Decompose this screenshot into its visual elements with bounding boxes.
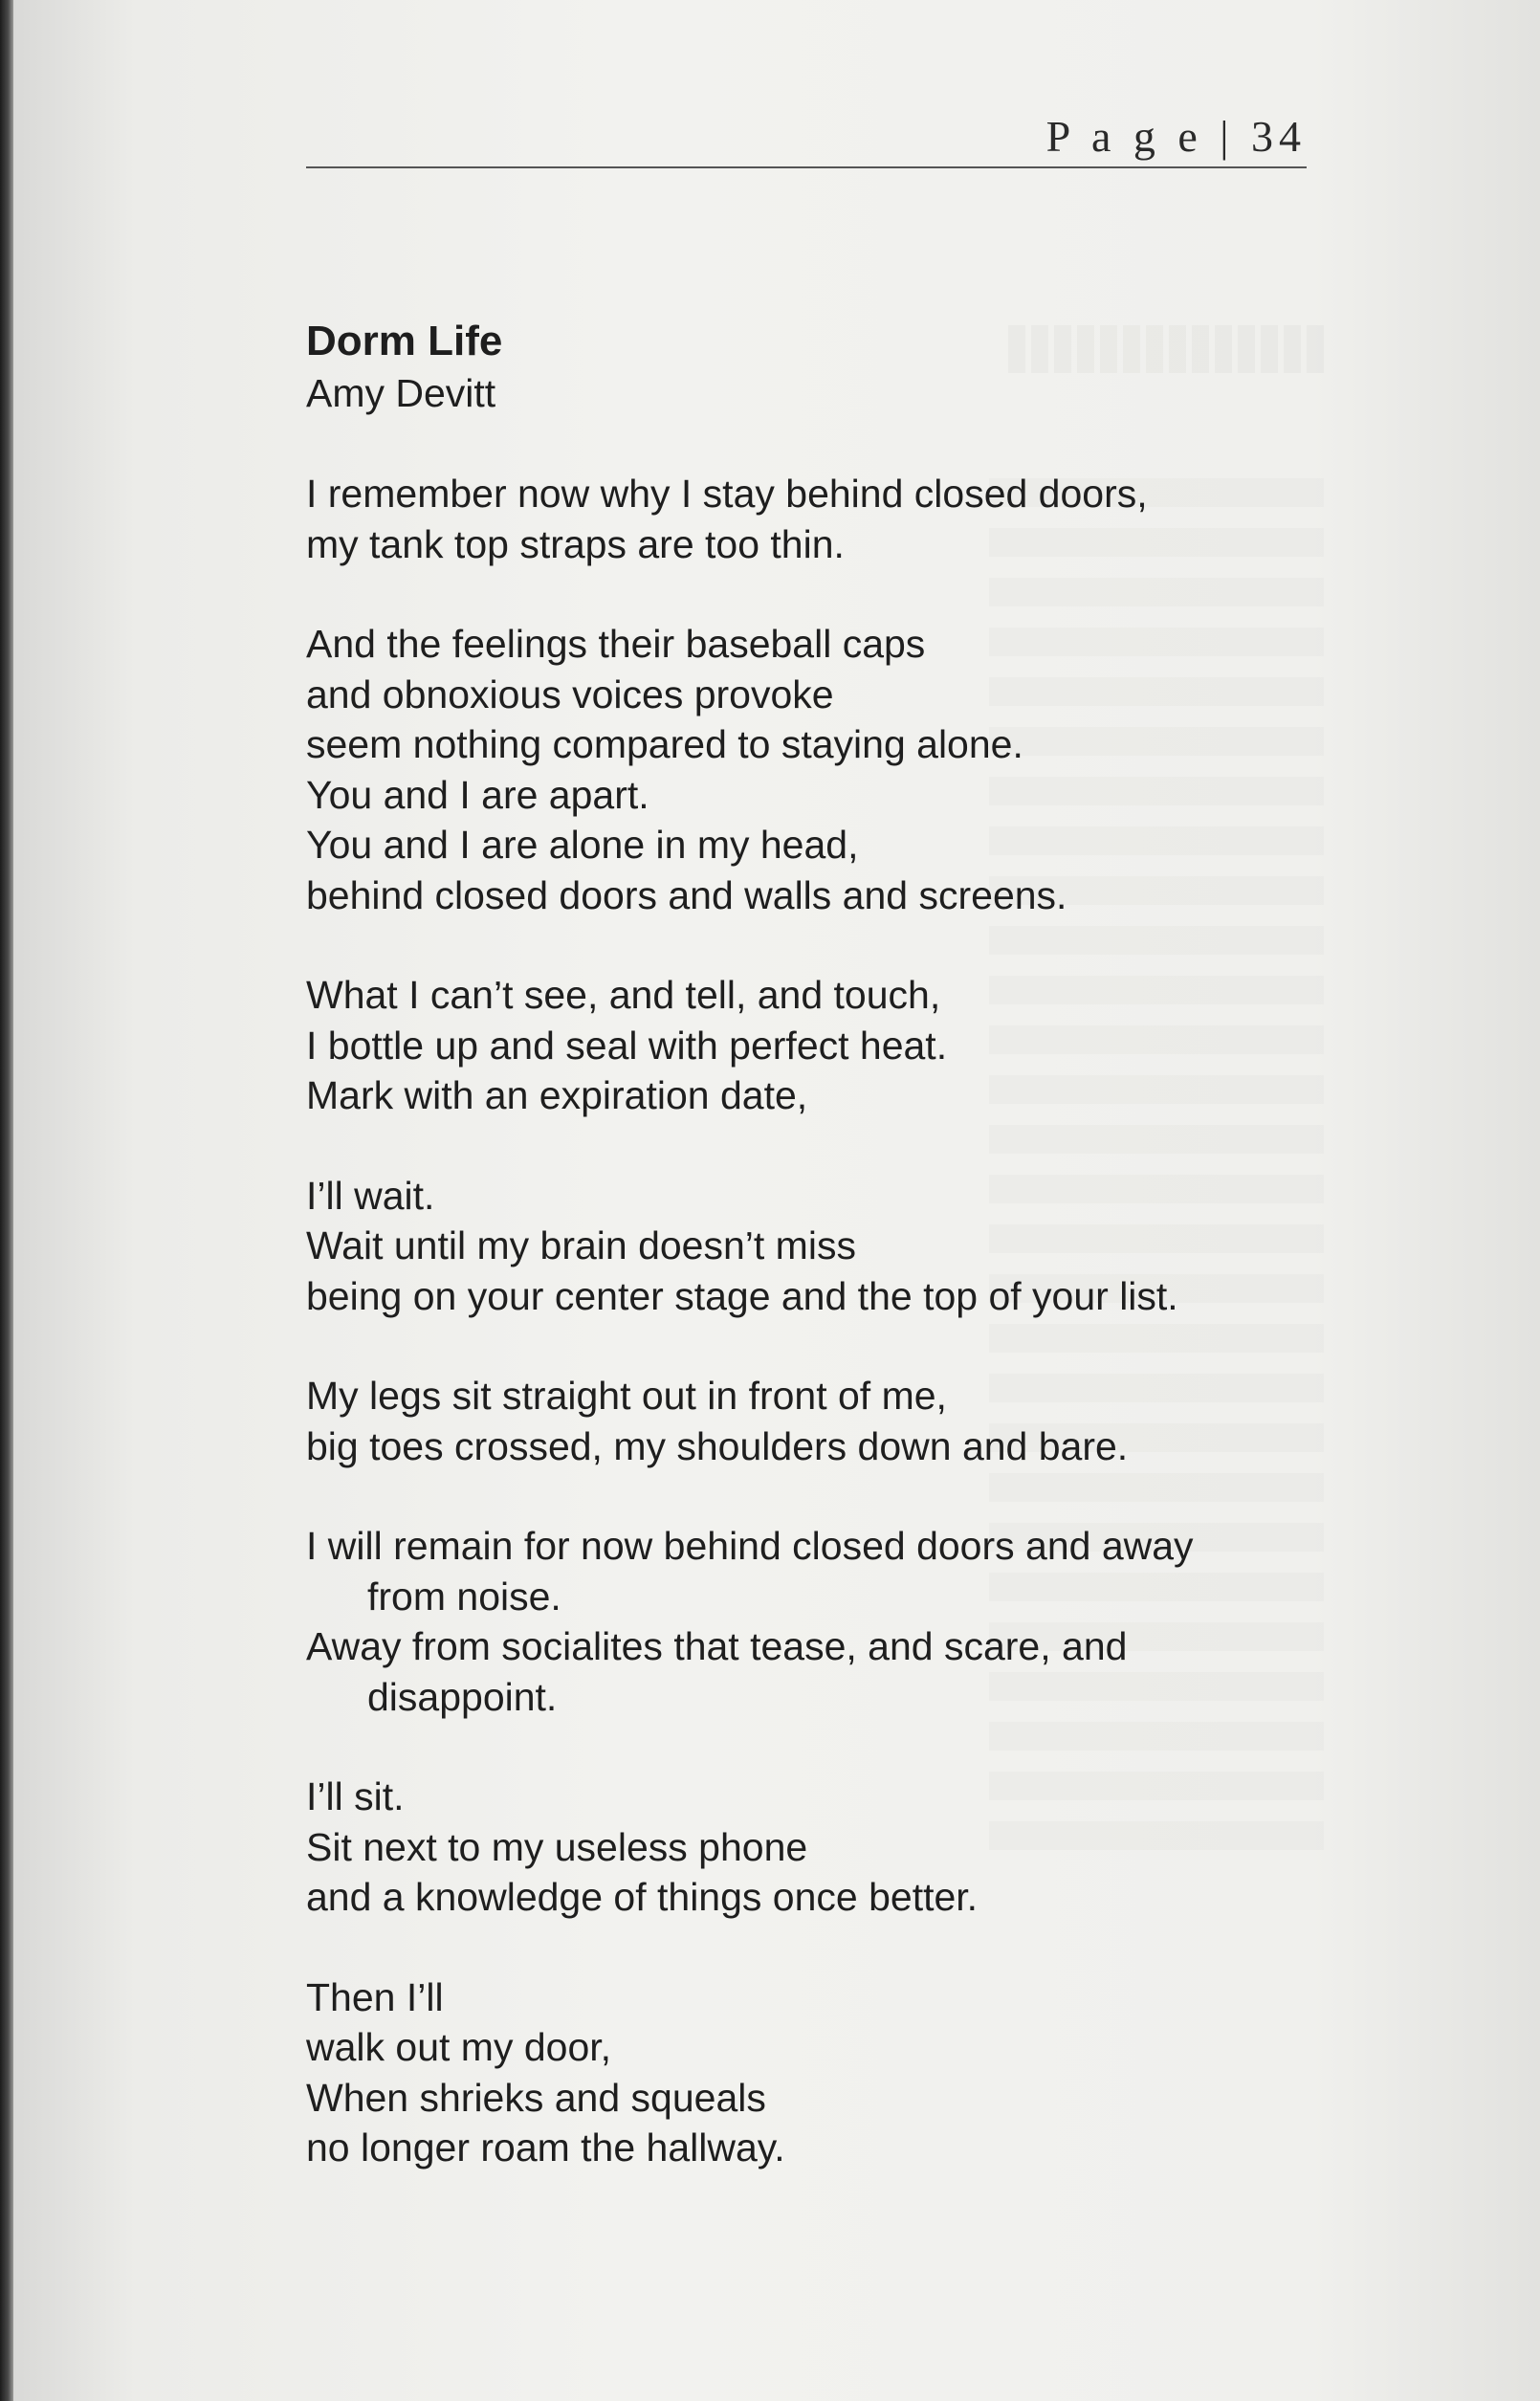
poem-line: from noise. (367, 1574, 561, 1619)
stanza (306, 619, 1339, 920)
page-header (306, 107, 1307, 168)
poem-line: Then I’ll (306, 1974, 444, 2019)
poem-line: and obnoxious voices provoke (306, 672, 834, 716)
poem-line: When shrieks and squeals (306, 2075, 766, 2120)
poem-line: My legs sit straight out in front of me, (306, 1374, 947, 1418)
poem-line: walk out my door, (306, 2025, 612, 2069)
poem-line: my tank top straps are too thin. (306, 521, 845, 566)
stanza (306, 1171, 1339, 1322)
poem-line: I bottle up and seal with perfect heat. (306, 1023, 948, 1068)
poem (306, 316, 1339, 2173)
stanza (306, 1371, 1339, 1471)
poem-line: Sit next to my useless phone (306, 1824, 808, 1869)
stanza (306, 1972, 1339, 2173)
stanza (306, 469, 1339, 569)
poem-line: behind closed doors and walls and screens. (306, 872, 1067, 917)
stanza (306, 1521, 1339, 1722)
poem-line: being on your center stage and the top of your list. (306, 1273, 1178, 1318)
poem-line: big toes crossed, my shoulders down and bare. (306, 1423, 1129, 1468)
poem-line: I remember now why I stay behind closed doors, (306, 472, 1148, 516)
poem-body (306, 469, 1339, 2173)
poem-line: What I can’t see, and tell, and touch, (306, 973, 941, 1017)
poem-line: and a knowledge of things once better. (306, 1875, 979, 1919)
stanza (306, 970, 1339, 1121)
page-number: P a g e | 34 (1045, 112, 1307, 161)
poem-title: Dorm Life (306, 318, 503, 364)
poem-line: I will remain for now behind closed doors and away (306, 1524, 1194, 1568)
poem-line: I’ll wait. (306, 1173, 435, 1218)
poem-line: no longer roam the hallway. (306, 2126, 785, 2170)
poem-line: Mark with an expiration date, (306, 1073, 808, 1117)
book-spine-shadow (0, 0, 13, 2401)
poem-line: You and I are apart. (306, 772, 649, 817)
stanza (306, 1772, 1339, 1923)
poem-line: And the feelings their baseball caps (306, 622, 926, 666)
poem-line: Away from socialites that tease, and scare, and (306, 1624, 1128, 1668)
poem-line: You and I are alone in my head, (306, 823, 859, 867)
poem-line: Wait until my brain doesn’t miss (306, 1223, 856, 1267)
poem-author: Amy Devitt (306, 371, 496, 415)
poem-line: seem nothing compared to staying alone. (306, 722, 1023, 766)
poem-line: I’ll sit. (306, 1774, 405, 1818)
poem-line: disappoint. (367, 1674, 558, 1719)
